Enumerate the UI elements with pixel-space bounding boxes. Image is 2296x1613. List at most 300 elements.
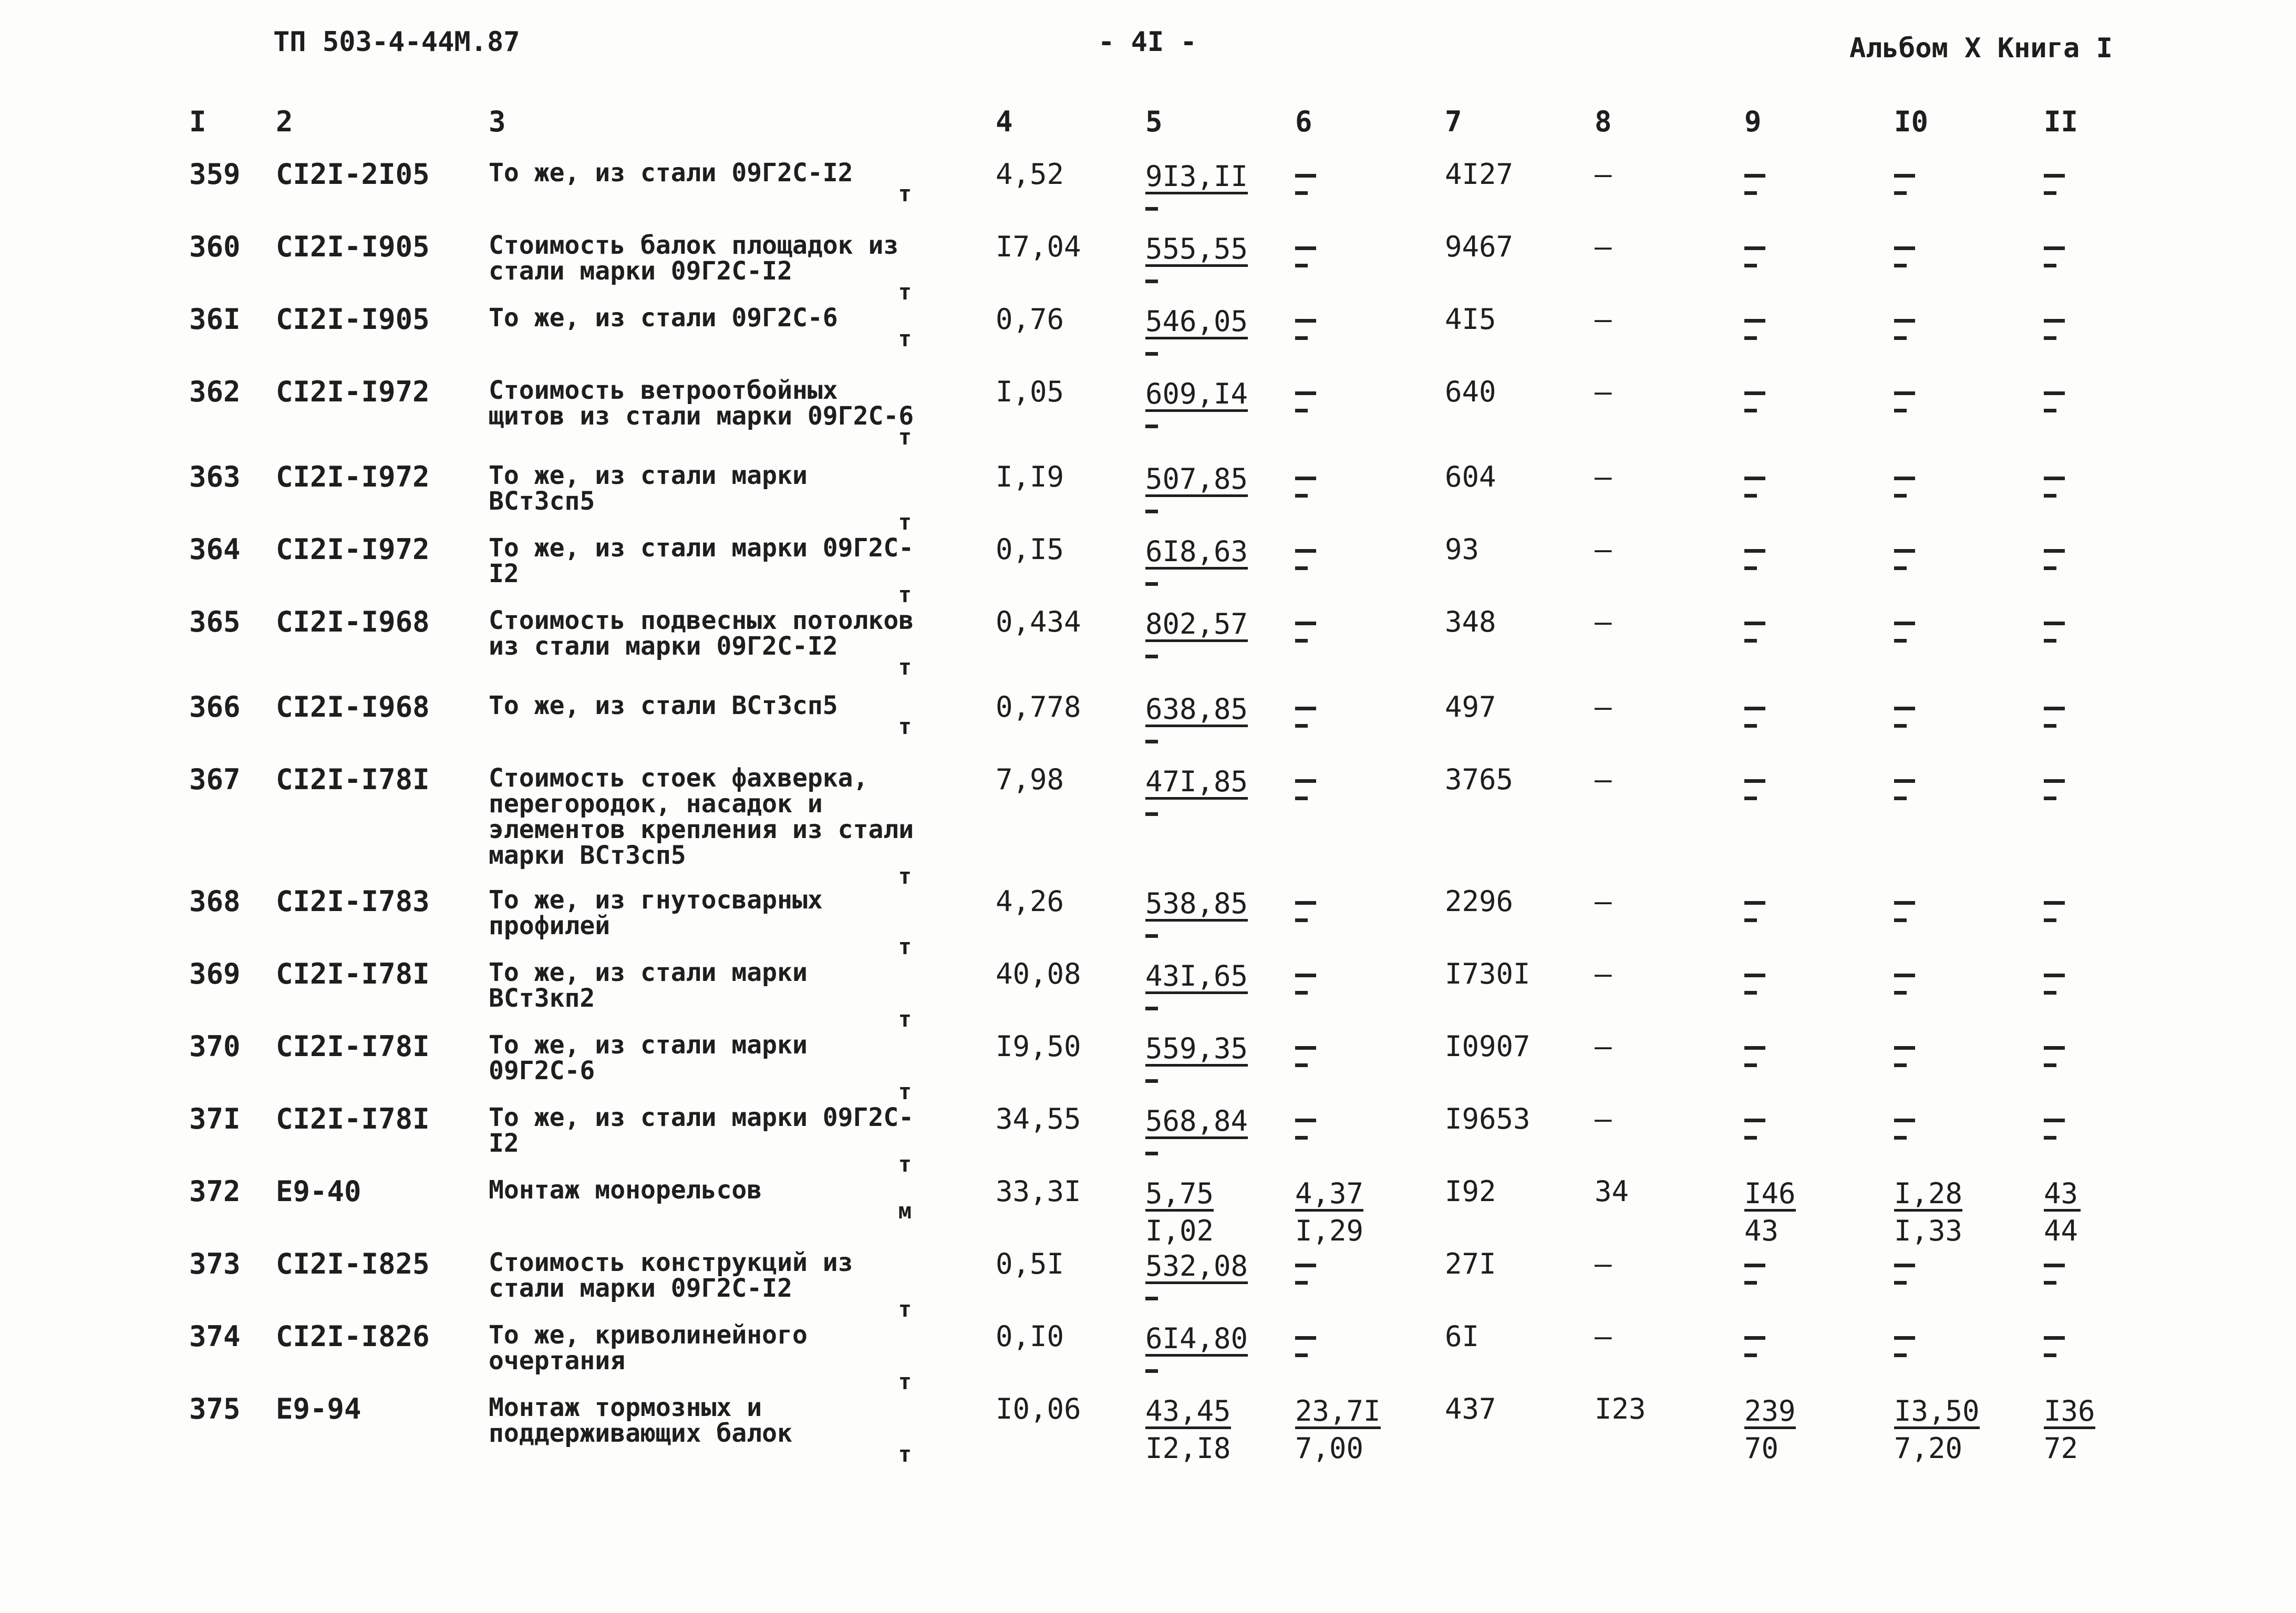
cost-col-10 xyxy=(1894,1250,2044,1322)
table-row xyxy=(189,608,2123,693)
dash-mark xyxy=(1744,639,1757,643)
dash-pair xyxy=(1744,608,1894,643)
fraction-value xyxy=(1145,233,1248,283)
dash-mark xyxy=(1894,549,1915,553)
dash-pair xyxy=(1295,233,1445,267)
dash-mark xyxy=(1744,477,1765,480)
work-description xyxy=(489,1102,996,1177)
denominator: 7,00 xyxy=(1295,1431,1364,1465)
cost-col-10 xyxy=(1894,305,2044,378)
cost-col-11 xyxy=(2044,305,2123,378)
denominator: 43 xyxy=(1744,1214,1779,1247)
dash-mark xyxy=(1295,918,1308,922)
column-header: 3 xyxy=(489,105,506,138)
dash-mark xyxy=(1894,477,1915,480)
dash-pair xyxy=(1744,305,1894,340)
dash-mark xyxy=(1295,1136,1308,1140)
quantity: 0,76 xyxy=(996,303,1064,336)
dash-mark xyxy=(1894,724,1907,728)
cost-col-9 xyxy=(1744,233,1894,305)
quantity: I9,50 xyxy=(996,1029,1081,1063)
dash-mark xyxy=(1744,797,1757,800)
dash-mark xyxy=(2044,974,2065,977)
quantity: 33,3I xyxy=(996,1174,1081,1208)
unit-cost xyxy=(1145,887,1295,960)
table-row xyxy=(189,1395,2123,1469)
quantity: 34,55 xyxy=(996,1102,1081,1135)
cost-col-10 xyxy=(1894,1105,2044,1177)
dash-mark xyxy=(2044,622,2065,625)
numerator: 532,08 xyxy=(1145,1252,1248,1284)
table-row xyxy=(189,1032,2123,1105)
unit-cost xyxy=(1145,378,1295,463)
unit-of-measure: т xyxy=(898,863,912,889)
dash-pair xyxy=(2044,1032,2123,1067)
dash-mark xyxy=(1894,1264,1915,1267)
description-text: То же, из стали марки ВСт3сп5 xyxy=(489,461,808,516)
cost-col-8: – xyxy=(1595,1029,1612,1063)
dash-pair xyxy=(1744,463,1894,498)
total-cost: 3765 xyxy=(1445,763,1514,796)
album-info: Альбом X Книга I xyxy=(1849,33,2113,64)
numerator: 609,I4 xyxy=(1145,380,1248,412)
table-row xyxy=(189,887,2123,960)
cost-col-9 xyxy=(1744,960,1894,1032)
dash-pair xyxy=(2044,535,2123,570)
quantity: I,05 xyxy=(996,375,1064,408)
dash-mark xyxy=(2044,779,2065,783)
dash-pair xyxy=(2044,887,2123,922)
cost-col-9 xyxy=(1744,608,1894,693)
numerator: 43I,65 xyxy=(1145,962,1248,994)
rate-code: Е9-40 xyxy=(276,1174,361,1208)
cost-col-11 xyxy=(2044,1105,2123,1177)
work-description xyxy=(489,957,996,1032)
cost-col-6 xyxy=(1295,305,1445,378)
total-cost: I9653 xyxy=(1445,1102,1530,1135)
unit-of-measure: т xyxy=(898,1006,912,1032)
dash-mark xyxy=(1295,566,1308,570)
dash-mark xyxy=(1744,779,1765,783)
table-row xyxy=(189,1177,2123,1250)
description-text: То же, из стали 09Г2С-6 xyxy=(489,303,838,333)
dash-mark xyxy=(1894,779,1915,783)
cost-col-6 xyxy=(1295,1177,1445,1250)
cost-col-6 xyxy=(1295,1322,1445,1395)
cost-col-10 xyxy=(1894,960,2044,1032)
cost-col-10 xyxy=(1894,608,2044,693)
dash-mark xyxy=(2044,797,2056,800)
dash-pair xyxy=(1894,535,2044,570)
dash-mark xyxy=(1295,1336,1316,1340)
cost-col-6 xyxy=(1295,378,1445,463)
dash-mark xyxy=(1744,974,1765,977)
quantity: I,I9 xyxy=(996,460,1064,493)
rate-code: CI2I-2I05 xyxy=(276,158,430,191)
row-number: 375 xyxy=(189,1392,241,1425)
dash-mark xyxy=(1744,191,1757,195)
denominator xyxy=(1145,280,1158,283)
dash-mark xyxy=(1744,246,1765,250)
dash-pair xyxy=(1894,1032,2044,1067)
cost-col-8: – xyxy=(1595,303,1612,336)
cost-col-9 xyxy=(1744,1032,1894,1105)
table-row xyxy=(189,160,2123,233)
dash-mark xyxy=(1744,622,1765,625)
column-header: 9 xyxy=(1744,105,1762,138)
rate-code: CI2I-I826 xyxy=(276,1319,430,1353)
rate-code: CI2I-I78I xyxy=(276,763,430,796)
denominator xyxy=(1145,425,1158,428)
row-number: 372 xyxy=(189,1174,241,1208)
unit-of-measure: т xyxy=(898,581,912,607)
denominator: 70 xyxy=(1744,1431,1779,1465)
dash-mark xyxy=(1295,319,1316,323)
dash-pair xyxy=(2044,608,2123,643)
quantity: I0,06 xyxy=(996,1392,1081,1425)
table-row xyxy=(189,1250,2123,1322)
total-cost: I0907 xyxy=(1445,1029,1530,1063)
dash-pair xyxy=(2044,1250,2123,1285)
dash-mark xyxy=(2044,707,2065,710)
dash-mark xyxy=(1295,724,1308,728)
cost-col-11 xyxy=(2044,160,2123,233)
fraction-value xyxy=(1145,1250,1248,1300)
total-cost: 437 xyxy=(1445,1392,1496,1425)
dash-pair xyxy=(2044,378,2123,412)
dash-pair xyxy=(2044,693,2123,728)
unit-of-measure: т xyxy=(898,509,912,535)
fraction-value xyxy=(1894,1395,1980,1463)
dash-pair xyxy=(1295,535,1445,570)
dash-pair xyxy=(1295,960,1445,995)
total-cost: 348 xyxy=(1445,605,1496,638)
denominator xyxy=(1145,1369,1158,1373)
description-text: Стоимость конструкций из стали марки 09Г2С-I2 xyxy=(489,1247,853,1303)
unit-cost xyxy=(1145,160,1295,233)
denominator xyxy=(1145,510,1158,513)
cost-col-11 xyxy=(2044,608,2123,693)
dash-mark xyxy=(1894,1336,1915,1340)
dash-mark xyxy=(1894,1353,1907,1357)
row-number: 36I xyxy=(189,303,241,336)
cost-col-8: – xyxy=(1595,375,1612,408)
denominator: 72 xyxy=(2044,1431,2078,1465)
dash-mark xyxy=(1744,991,1757,995)
work-description xyxy=(489,887,996,960)
work-description xyxy=(489,1392,996,1469)
cost-col-10 xyxy=(1894,1032,2044,1105)
unit-cost xyxy=(1145,608,1295,693)
rate-code: CI2I-I783 xyxy=(276,884,430,918)
cost-col-8: – xyxy=(1595,533,1612,566)
cost-col-8: I23 xyxy=(1595,1392,1646,1425)
rate-code: CI2I-I78I xyxy=(276,1102,430,1135)
dash-pair xyxy=(1894,766,2044,800)
cost-col-9 xyxy=(1744,1105,1894,1177)
dash-mark xyxy=(1744,1063,1757,1067)
table-row xyxy=(189,960,2123,1032)
dash-mark xyxy=(1744,319,1765,323)
row-number: 369 xyxy=(189,957,241,990)
column-header: 7 xyxy=(1445,105,1462,138)
dash-mark xyxy=(1295,1264,1316,1267)
dash-pair xyxy=(1295,160,1445,195)
dash-pair xyxy=(2044,160,2123,195)
dash-mark xyxy=(1744,174,1765,178)
row-number: 368 xyxy=(189,884,241,918)
dash-pair xyxy=(1295,608,1445,643)
dash-mark xyxy=(1295,494,1308,498)
unit-of-measure: т xyxy=(898,713,912,739)
rate-code: Е9-94 xyxy=(276,1392,361,1425)
cost-col-9 xyxy=(1744,1250,1894,1322)
unit-cost xyxy=(1145,960,1295,1032)
unit-of-measure: т xyxy=(898,654,912,680)
work-description xyxy=(489,305,996,378)
dash-mark xyxy=(1744,409,1757,412)
unit-cost xyxy=(1145,1395,1295,1469)
total-cost: 640 xyxy=(1445,375,1496,408)
rate-code: CI2I-I905 xyxy=(276,230,430,263)
cost-col-10 xyxy=(1894,887,2044,960)
unit-of-measure: т xyxy=(898,1441,912,1467)
dash-mark xyxy=(1894,409,1907,412)
fraction-value xyxy=(1145,1177,1214,1245)
cost-col-6 xyxy=(1295,1032,1445,1105)
description-text: Стоимость балок площадок из стали марки 09Г2С-I2 xyxy=(489,231,899,286)
dash-mark xyxy=(2044,1264,2065,1267)
dash-mark xyxy=(2044,549,2065,553)
work-description xyxy=(489,693,996,766)
dash-pair xyxy=(1744,1032,1894,1067)
cost-col-8: – xyxy=(1595,605,1612,638)
rate-code: CI2I-I968 xyxy=(276,690,430,723)
dash-pair xyxy=(1894,608,2044,643)
row-number: 363 xyxy=(189,460,241,493)
numerator: I,28 xyxy=(1894,1180,1962,1212)
dash-mark xyxy=(2044,1063,2056,1067)
cost-col-6 xyxy=(1295,463,1445,535)
cost-col-6 xyxy=(1295,233,1445,305)
dash-mark xyxy=(2044,409,2056,412)
dash-mark xyxy=(2044,246,2065,250)
dash-pair xyxy=(1295,766,1445,800)
dash-pair xyxy=(1894,378,2044,412)
dash-mark xyxy=(1295,779,1316,783)
unit-cost xyxy=(1145,1032,1295,1105)
unit-of-measure: т xyxy=(898,180,912,206)
numerator: I46 xyxy=(1744,1180,1796,1212)
dash-mark xyxy=(1295,1353,1308,1357)
dash-mark xyxy=(1744,1046,1765,1050)
quantity: 0,I0 xyxy=(996,1319,1064,1353)
cost-col-10 xyxy=(1894,1177,2044,1250)
dash-mark xyxy=(2044,336,2056,340)
fraction-value xyxy=(1145,305,1248,356)
denominator xyxy=(1145,207,1158,211)
column-header: I xyxy=(189,105,206,138)
column-header: 2 xyxy=(276,105,293,138)
dash-mark xyxy=(1744,1119,1765,1122)
fraction-value xyxy=(1295,1395,1381,1463)
dash-mark xyxy=(2044,319,2065,323)
total-cost: 604 xyxy=(1445,460,1496,493)
rate-code: CI2I-I968 xyxy=(276,605,430,638)
description-text: То же, из стали марки 09Г2С-I2 xyxy=(489,533,914,588)
cost-col-6 xyxy=(1295,608,1445,693)
denominator xyxy=(1145,582,1158,586)
unit-cost xyxy=(1145,693,1295,766)
cost-col-10 xyxy=(1894,1395,2044,1469)
unit-of-measure: т xyxy=(898,933,912,959)
dash-pair xyxy=(1894,960,2044,995)
cost-col-11 xyxy=(2044,535,2123,608)
dash-mark xyxy=(2044,1281,2056,1285)
numerator: 802,57 xyxy=(1145,610,1248,642)
denominator xyxy=(1145,934,1158,938)
cost-col-11 xyxy=(2044,1395,2123,1469)
dash-mark xyxy=(1894,707,1915,710)
dash-mark xyxy=(2044,264,2056,267)
estimate-table xyxy=(189,105,2123,1469)
cost-col-9 xyxy=(1744,305,1894,378)
dash-pair xyxy=(1894,305,2044,340)
dash-mark xyxy=(1894,1136,1907,1140)
cost-col-8: – xyxy=(1595,460,1612,493)
denominator: I,02 xyxy=(1145,1214,1214,1247)
dash-mark xyxy=(1295,639,1308,643)
work-description xyxy=(489,608,996,693)
dash-mark xyxy=(1894,974,1915,977)
row-number: 373 xyxy=(189,1247,241,1280)
work-description xyxy=(489,1032,996,1105)
column-header: 8 xyxy=(1595,105,1612,138)
work-description xyxy=(489,378,996,463)
dash-pair xyxy=(1744,1105,1894,1140)
cost-col-6 xyxy=(1295,960,1445,1032)
dash-mark xyxy=(1894,991,1907,995)
fraction-value xyxy=(2044,1395,2095,1463)
denominator xyxy=(1145,352,1158,356)
dash-mark xyxy=(1744,1264,1765,1267)
numerator: 47I,85 xyxy=(1145,768,1248,800)
table-row xyxy=(189,535,2123,608)
dash-mark xyxy=(2044,1119,2065,1122)
table-row xyxy=(189,463,2123,535)
fraction-value xyxy=(1145,160,1248,211)
numerator: 555,55 xyxy=(1145,235,1248,267)
total-cost: 2296 xyxy=(1445,884,1514,918)
total-cost: 9467 xyxy=(1445,230,1514,263)
table-row xyxy=(189,305,2123,378)
dash-mark xyxy=(1295,901,1316,905)
dash-pair xyxy=(1894,887,2044,922)
unit-of-measure: м xyxy=(898,1197,912,1224)
cost-col-6 xyxy=(1295,1395,1445,1469)
dash-pair xyxy=(1894,160,2044,195)
dash-mark xyxy=(1894,391,1915,395)
cost-col-6 xyxy=(1295,887,1445,960)
dash-pair xyxy=(1295,887,1445,922)
dash-mark xyxy=(1744,566,1757,570)
dash-mark xyxy=(1295,707,1316,710)
work-description xyxy=(489,1177,996,1250)
rate-code: CI2I-I972 xyxy=(276,375,430,408)
fraction-value xyxy=(1145,960,1248,1010)
description-text: То же, из стали марки 09Г2С-6 xyxy=(489,1030,808,1085)
cost-col-11 xyxy=(2044,1250,2123,1322)
unit-of-measure: т xyxy=(898,1078,912,1104)
dash-pair xyxy=(1894,233,2044,267)
fraction-value xyxy=(1145,608,1248,658)
unit-of-measure: т xyxy=(898,278,912,305)
dash-mark xyxy=(2044,477,2065,480)
cost-col-11 xyxy=(2044,1032,2123,1105)
cost-col-9 xyxy=(1744,887,1894,960)
cost-col-8: – xyxy=(1595,884,1612,918)
dash-pair xyxy=(1744,766,1894,800)
quantity: 4,26 xyxy=(996,884,1064,918)
fraction-value xyxy=(1145,1395,1231,1463)
table-row xyxy=(189,766,2123,887)
total-cost: 4I5 xyxy=(1445,303,1496,336)
description-text: То же, из стали марки 09Г2С-I2 xyxy=(489,1102,914,1158)
quantity: 40,08 xyxy=(996,957,1081,990)
fraction-value xyxy=(1744,1395,1796,1463)
header-row xyxy=(189,108,2123,160)
fraction-value xyxy=(1145,378,1248,428)
quantity: 0,778 xyxy=(996,690,1081,723)
cost-col-11 xyxy=(2044,693,2123,766)
cost-col-9 xyxy=(1744,378,1894,463)
cost-col-9 xyxy=(1744,160,1894,233)
cost-col-10 xyxy=(1894,233,2044,305)
cost-col-11 xyxy=(2044,887,2123,960)
dash-mark xyxy=(1295,264,1308,267)
fraction-value xyxy=(1145,887,1248,938)
dash-mark xyxy=(1295,336,1308,340)
cost-col-8: – xyxy=(1595,1247,1612,1280)
unit-of-measure: т xyxy=(898,423,912,450)
denominator: 7,20 xyxy=(1894,1431,1963,1465)
dash-mark xyxy=(2044,1336,2065,1340)
dash-mark xyxy=(2044,1046,2065,1050)
denominator: I,29 xyxy=(1295,1214,1364,1247)
dash-pair xyxy=(1295,1322,1445,1357)
cost-col-10 xyxy=(1894,378,2044,463)
unit-cost xyxy=(1145,1250,1295,1322)
dash-mark xyxy=(1894,336,1907,340)
row-number: 370 xyxy=(189,1029,241,1063)
quantity: 0,434 xyxy=(996,605,1081,638)
table-row xyxy=(189,1322,2123,1395)
dash-pair xyxy=(2044,1322,2123,1357)
fraction-value xyxy=(1295,1177,1363,1245)
dash-mark xyxy=(1295,549,1316,553)
fraction-value xyxy=(1894,1177,1962,1245)
numerator: 559,35 xyxy=(1145,1035,1248,1067)
dash-pair xyxy=(2044,766,2123,800)
cost-col-10 xyxy=(1894,535,2044,608)
cost-col-6 xyxy=(1295,160,1445,233)
cost-col-6 xyxy=(1295,766,1445,887)
dash-mark xyxy=(1295,477,1316,480)
row-number: 360 xyxy=(189,230,241,263)
column-header: 6 xyxy=(1295,105,1312,138)
dash-pair xyxy=(1744,233,1894,267)
dash-mark xyxy=(2044,1353,2056,1357)
